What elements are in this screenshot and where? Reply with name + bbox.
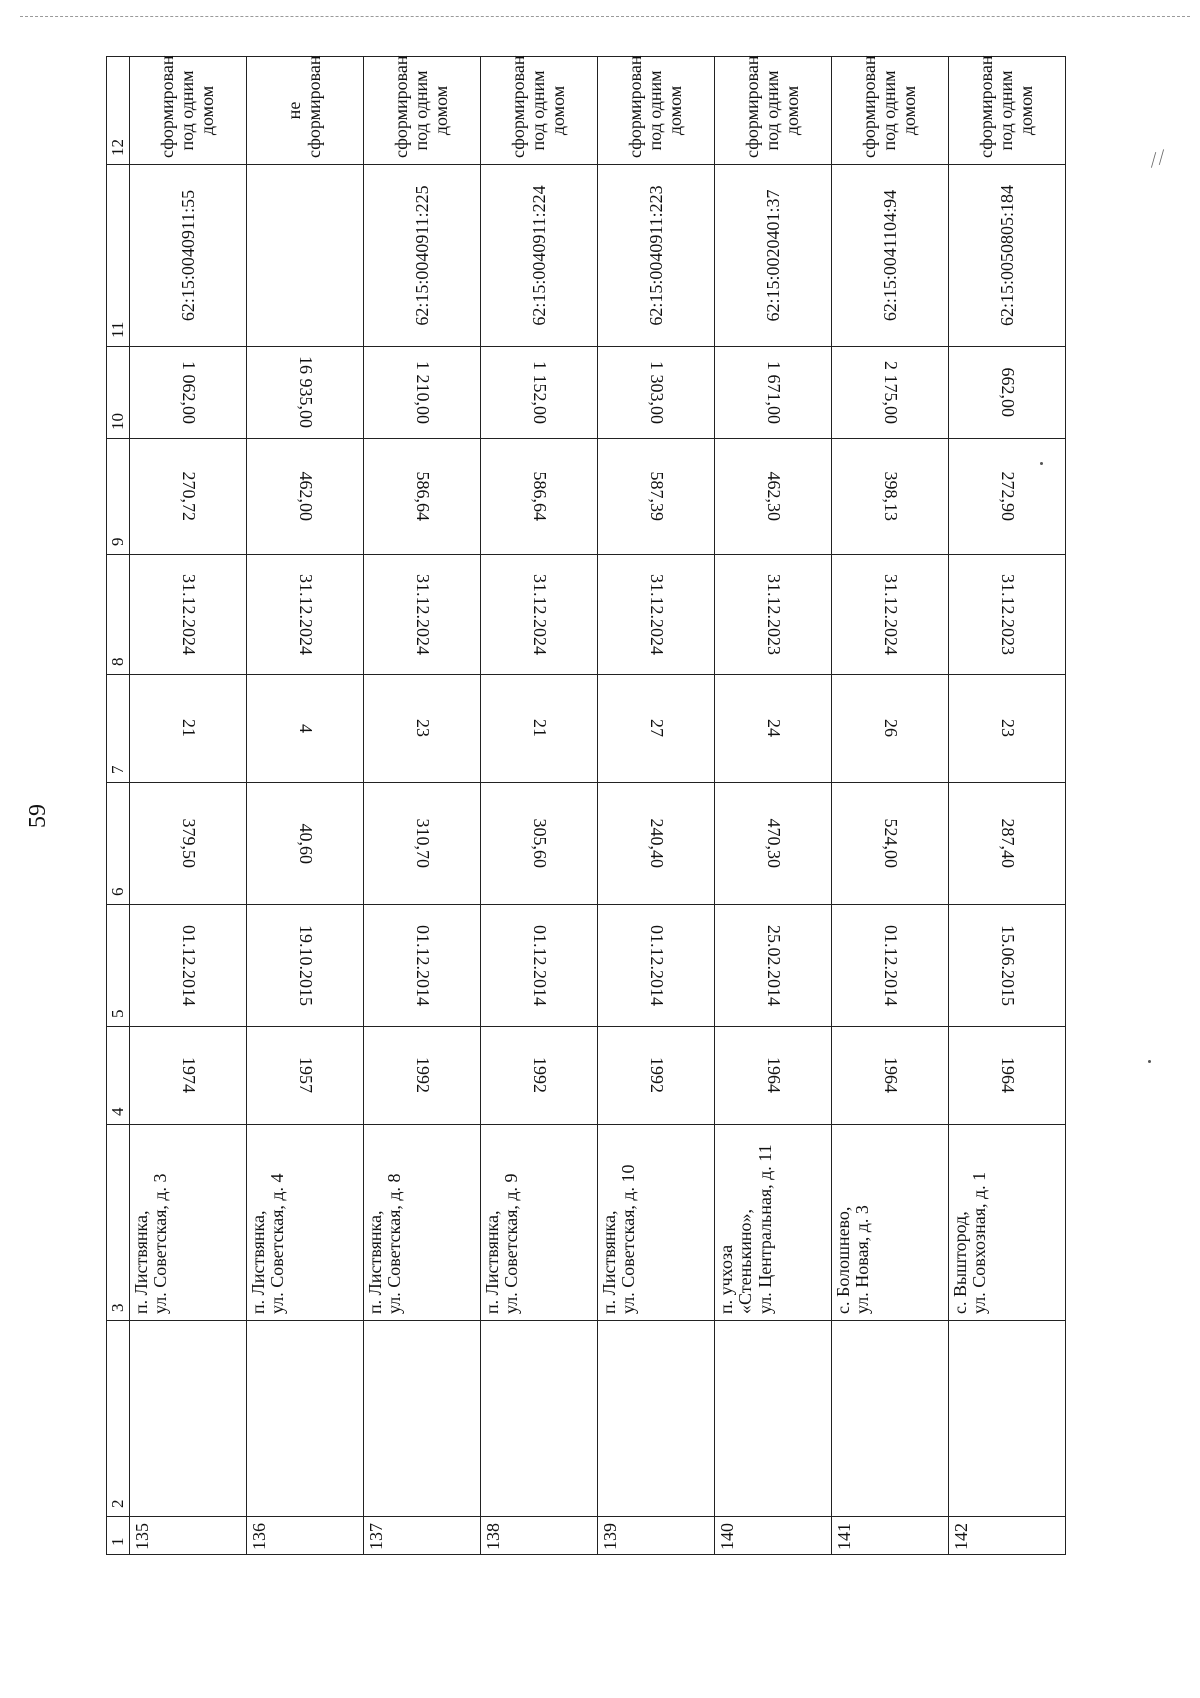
cadastral-number-cell-text: 62:15:0050805:184 — [996, 185, 1017, 327]
column-number: 7 — [107, 675, 130, 783]
column-7-cell-text: 24 — [763, 719, 784, 738]
address-cell — [481, 1125, 598, 1321]
deadline-cell — [598, 555, 715, 675]
address-cell — [715, 1125, 832, 1321]
cadastral-number-cell-text: 62:15:0041104:94 — [879, 189, 900, 322]
row-number-cell — [598, 1517, 715, 1555]
address-cell — [832, 1125, 949, 1321]
column-10-cell — [832, 347, 949, 439]
deadline-cell — [715, 555, 832, 675]
address-cell — [598, 1125, 715, 1321]
deadline-cell-text: 31.12.2024 — [295, 574, 316, 655]
column-2-cell — [247, 1321, 364, 1517]
column-7-cell-text: 27 — [646, 719, 667, 738]
deadline-cell-text: 31.12.2024 — [880, 574, 901, 655]
column-10-cell — [130, 347, 247, 439]
date-cell-text: 01.12.2014 — [178, 925, 199, 1006]
land-status-cell-text: сформирован под одним домом — [859, 55, 919, 158]
year-built-cell-text: 1974 — [178, 1057, 199, 1094]
column-10-cell — [949, 347, 1066, 439]
cadastral-number-cell — [364, 165, 481, 347]
row-number-cell — [364, 1517, 481, 1555]
table-row — [832, 57, 949, 1555]
column-10-cell-text: 1 152,00 — [529, 361, 550, 424]
row-number-cell-text: 140 — [717, 1523, 737, 1550]
address-line: п. Листвянка, — [482, 1210, 502, 1314]
row-number-cell — [481, 1517, 598, 1555]
area-cell — [949, 783, 1066, 905]
column-9-cell — [949, 439, 1066, 555]
cadastral-number-cell-text: 62:15:0040911:55 — [177, 189, 198, 322]
column-10-cell-text: 1 671,00 — [763, 361, 784, 424]
page-number: 59 — [25, 804, 51, 828]
land-status-cell — [832, 57, 949, 165]
row-number-cell-text: 138 — [483, 1523, 503, 1550]
area-cell-text: 287,40 — [997, 818, 1018, 869]
address-line: «Стенькино», — [735, 1209, 756, 1314]
date-cell-text: 01.12.2014 — [646, 925, 667, 1006]
cadastral-number-cell — [832, 165, 949, 347]
column-7-cell — [832, 675, 949, 783]
year-built-cell-text: 1992 — [529, 1057, 550, 1094]
column-7-cell-text: 4 — [295, 724, 316, 733]
column-7-cell-text: 26 — [880, 719, 901, 738]
year-built-cell-text: 1964 — [763, 1057, 784, 1094]
address-line: п. учхоза — [716, 1244, 736, 1314]
column-7-cell-text: 21 — [178, 719, 199, 738]
land-status-cell-text: сформирован под одним домом — [976, 55, 1036, 158]
deadline-cell-text: 31.12.2023 — [763, 574, 784, 655]
column-2-cell — [715, 1321, 832, 1517]
address-line: п. Листвянка, — [599, 1210, 619, 1314]
deadline-cell — [364, 555, 481, 675]
column-7-cell — [247, 675, 364, 783]
address-line: п. Листвянка, — [365, 1210, 385, 1314]
cadastral-number-cell-text: 62:15:0040911:224 — [528, 185, 549, 326]
date-cell-text: 15.06.2015 — [997, 925, 1018, 1006]
column-2-cell — [481, 1321, 598, 1517]
land-status-cell — [598, 57, 715, 165]
address-line: п. Листвянка, — [131, 1210, 151, 1314]
year-built-cell — [715, 1027, 832, 1125]
year-built-cell — [247, 1027, 364, 1125]
column-10-cell — [364, 347, 481, 439]
table-row — [247, 57, 364, 1555]
column-number: 3 — [107, 1125, 130, 1321]
column-number-row — [107, 57, 130, 1555]
column-2-cell — [130, 1321, 247, 1517]
address-cell — [130, 1125, 247, 1321]
land-status-cell — [715, 57, 832, 165]
date-cell — [715, 905, 832, 1027]
column-number: 12 — [107, 57, 130, 165]
address-cell — [949, 1125, 1066, 1321]
address-line: ул. Советская, д. 3 — [150, 1173, 171, 1314]
address-cell — [247, 1125, 364, 1321]
date-cell-text: 19.10.2015 — [295, 925, 316, 1006]
column-9-cell — [481, 439, 598, 555]
deadline-cell — [130, 555, 247, 675]
area-cell — [715, 783, 832, 905]
row-number-cell-text: 139 — [600, 1523, 620, 1550]
year-built-cell — [364, 1027, 481, 1125]
column-2-cell — [598, 1321, 715, 1517]
column-2-cell — [832, 1321, 949, 1517]
land-status-cell — [247, 57, 364, 165]
column-9-cell — [130, 439, 247, 555]
row-number-cell-text: 137 — [366, 1523, 386, 1550]
column-10-cell — [247, 347, 364, 439]
address-line: ул. Советская, д. 8 — [384, 1173, 405, 1314]
area-cell — [481, 783, 598, 905]
column-9-cell — [598, 439, 715, 555]
address-line: с. Болошнево, — [833, 1206, 853, 1314]
column-9-cell-text: 270,72 — [178, 471, 199, 522]
date-cell — [832, 905, 949, 1027]
row-number-cell — [247, 1517, 364, 1555]
table-row — [364, 57, 481, 1555]
column-2-cell — [949, 1321, 1066, 1517]
area-cell-text: 240,40 — [646, 818, 667, 869]
area-cell — [598, 783, 715, 905]
cadastral-number-cell-text: 62:15:0040911:225 — [411, 185, 432, 326]
column-9-cell-text: 587,39 — [646, 471, 667, 522]
area-cell — [130, 783, 247, 905]
column-10-cell — [481, 347, 598, 439]
land-status-cell-text: сформирован под одним домом — [508, 55, 568, 158]
land-status-cell-text: сформирован под одним домом — [625, 55, 685, 158]
area-cell-text: 305,60 — [529, 818, 550, 869]
column-10-cell-text: 662,00 — [997, 367, 1018, 418]
address-line: ул. Советская, д. 9 — [501, 1173, 522, 1314]
address-line: ул. Советская, д. 10 — [618, 1164, 639, 1314]
date-cell — [247, 905, 364, 1027]
area-cell — [832, 783, 949, 905]
cadastral-number-cell-text: 62:15:0040911:223 — [645, 185, 666, 326]
column-number: 10 — [107, 347, 130, 439]
column-number: 6 — [107, 783, 130, 905]
date-cell — [598, 905, 715, 1027]
column-7-cell — [715, 675, 832, 783]
land-status-cell-text: сформирован под одним домом — [742, 55, 802, 158]
column-number: 1 — [107, 1517, 130, 1555]
table-row — [130, 57, 247, 1555]
address-cell — [364, 1125, 481, 1321]
row-number-cell-text: 136 — [249, 1523, 269, 1550]
column-9-cell-text: 398,13 — [880, 471, 901, 522]
year-built-cell — [832, 1027, 949, 1125]
deadline-cell-text: 31.12.2024 — [529, 574, 550, 655]
table-row — [949, 57, 1066, 1555]
column-10-cell-text: 16 935,00 — [295, 356, 316, 429]
scan-top-border — [20, 16, 1190, 17]
column-9-cell-text: 272,90 — [997, 471, 1018, 522]
area-cell — [247, 783, 364, 905]
column-2-cell — [364, 1321, 481, 1517]
land-status-cell-text: не сформирован — [284, 55, 324, 158]
deadline-cell-text: 31.12.2024 — [178, 574, 199, 655]
column-number: 9 — [107, 439, 130, 555]
address-line: ул. Центральная, д. 11 — [754, 1144, 775, 1314]
year-built-cell-text: 1964 — [880, 1057, 901, 1094]
column-number: 8 — [107, 555, 130, 675]
address-line: с. Выштород, — [950, 1211, 970, 1314]
row-number-cell-text: 135 — [132, 1523, 152, 1550]
year-built-cell-text: 1992 — [646, 1057, 667, 1094]
deadline-cell-text: 31.12.2024 — [646, 574, 667, 655]
column-10-cell-text: 1 062,00 — [178, 361, 199, 424]
cadastral-number-cell-text: 62:15:0020401:37 — [762, 189, 783, 322]
column-10-cell-text: 1 210,00 — [412, 361, 433, 424]
column-9-cell — [364, 439, 481, 555]
column-7-cell — [364, 675, 481, 783]
row-number-cell — [949, 1517, 1066, 1555]
column-number: 11 — [107, 165, 130, 347]
area-cell-text: 310,70 — [412, 818, 433, 869]
area-cell-text: 524,00 — [880, 818, 901, 869]
land-status-cell-text: сформирован под одним домом — [391, 55, 451, 158]
year-built-cell-text: 1992 — [412, 1057, 433, 1094]
housing-table — [106, 56, 1066, 1555]
deadline-cell-text: 31.12.2023 — [997, 574, 1018, 655]
date-cell — [481, 905, 598, 1027]
column-9-cell — [832, 439, 949, 555]
column-7-cell — [481, 675, 598, 783]
land-status-cell — [949, 57, 1066, 165]
cadastral-number-cell — [481, 165, 598, 347]
column-7-cell — [949, 675, 1066, 783]
column-number: 2 — [107, 1321, 130, 1517]
column-9-cell-text: 462,30 — [763, 471, 784, 522]
land-status-cell — [130, 57, 247, 165]
column-9-cell-text: 586,64 — [412, 471, 433, 522]
column-7-cell-text: 23 — [412, 719, 433, 738]
address-line: ул. Совхозная, д. 1 — [969, 1171, 990, 1314]
cadastral-number-cell — [598, 165, 715, 347]
year-built-cell — [481, 1027, 598, 1125]
area-cell-text: 379,50 — [178, 818, 199, 869]
year-built-cell-text: 1964 — [997, 1057, 1018, 1094]
column-7-cell — [598, 675, 715, 783]
year-built-cell — [598, 1027, 715, 1125]
year-built-cell-text: 1957 — [295, 1057, 316, 1094]
column-9-cell-text: 586,64 — [529, 471, 550, 522]
cadastral-number-cell — [130, 165, 247, 347]
area-cell-text: 470,30 — [763, 818, 784, 869]
table-row — [598, 57, 715, 1555]
date-cell-text: 01.12.2014 — [529, 925, 550, 1006]
deadline-cell — [949, 555, 1066, 675]
land-status-cell — [364, 57, 481, 165]
deadline-cell — [247, 555, 364, 675]
row-number-cell — [715, 1517, 832, 1555]
column-7-cell-text: 23 — [997, 719, 1018, 738]
land-status-cell — [481, 57, 598, 165]
deadline-cell — [481, 555, 598, 675]
row-number-cell — [130, 1517, 247, 1555]
date-cell-text: 01.12.2014 — [880, 925, 901, 1006]
row-number-cell-text: 141 — [834, 1523, 854, 1550]
date-cell — [364, 905, 481, 1027]
deadline-cell — [832, 555, 949, 675]
address-line: п. Листвянка, — [248, 1210, 268, 1314]
column-9-cell — [247, 439, 364, 555]
cadastral-number-cell — [715, 165, 832, 347]
cadastral-number-cell — [247, 165, 364, 347]
row-number-cell-text: 142 — [951, 1523, 971, 1550]
scan-mark: ⁄ ⁄ — [1148, 146, 1167, 172]
scan-speck — [1148, 1060, 1151, 1063]
area-cell — [364, 783, 481, 905]
column-7-cell — [130, 675, 247, 783]
date-cell-text: 01.12.2014 — [412, 925, 433, 1006]
column-9-cell — [715, 439, 832, 555]
column-10-cell-text: 1 303,00 — [646, 361, 667, 424]
row-number-cell — [832, 1517, 949, 1555]
column-10-cell — [715, 347, 832, 439]
date-cell-text: 25.02.2014 — [763, 925, 784, 1006]
year-built-cell — [949, 1027, 1066, 1125]
area-cell-text: 40,60 — [295, 823, 316, 864]
column-10-cell — [598, 347, 715, 439]
table-row — [481, 57, 598, 1555]
column-10-cell-text: 2 175,00 — [880, 361, 901, 424]
cadastral-number-cell — [949, 165, 1066, 347]
column-number: 4 — [107, 1027, 130, 1125]
column-number: 5 — [107, 905, 130, 1027]
address-line: ул. Новая, д. 3 — [852, 1205, 873, 1314]
date-cell — [949, 905, 1066, 1027]
table-body — [130, 57, 1066, 1555]
deadline-cell-text: 31.12.2024 — [412, 574, 433, 655]
year-built-cell — [130, 1027, 247, 1125]
date-cell — [130, 905, 247, 1027]
land-status-cell-text: сформирован под одним домом — [157, 55, 217, 158]
table-row — [715, 57, 832, 1555]
column-9-cell-text: 462,00 — [295, 471, 316, 522]
address-line: ул. Советская, д. 4 — [267, 1173, 288, 1314]
column-7-cell-text: 21 — [529, 719, 550, 738]
